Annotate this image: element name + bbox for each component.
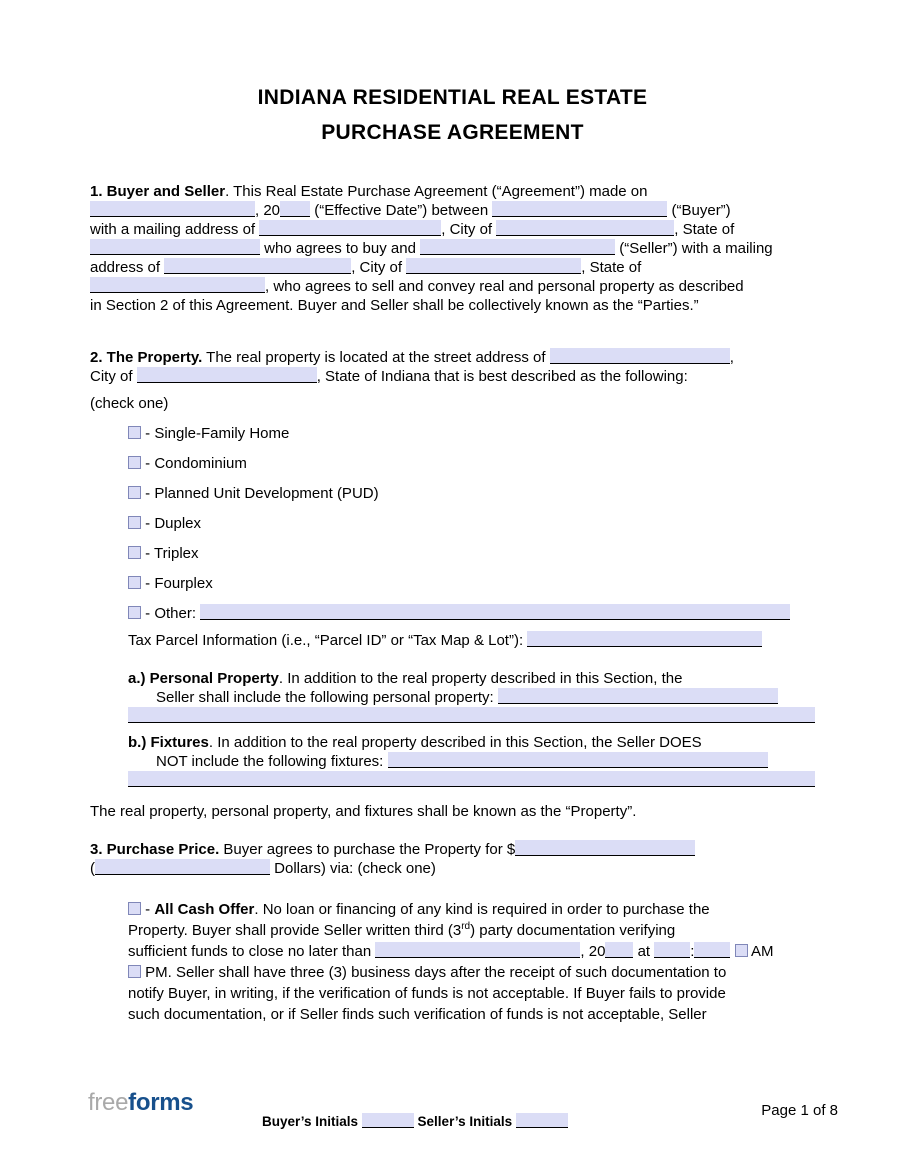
text-run: address of [90, 259, 165, 276]
text-run: The real property is located at the street address of [202, 349, 550, 366]
text-run: (“Effective Date”) between [310, 202, 493, 219]
section-2-the-property [90, 348, 815, 386]
document-title [90, 80, 815, 150]
text-run: : [690, 943, 695, 960]
document-title-line-1: INDIANA RESIDENTIAL REAL ESTATE [257, 86, 648, 109]
checkbox[interactable] [128, 516, 141, 529]
text-run: Dollars) via: (check one) [270, 860, 436, 877]
buyers-initials-label: Buyer’s Initials [262, 1114, 362, 1129]
all-cash-offer-option [128, 899, 815, 1025]
text-line [90, 859, 815, 878]
text-run: - Triplex [141, 545, 199, 562]
text-run: City of [90, 368, 137, 385]
option-duplex [128, 514, 815, 533]
text-run: Seller shall include the following personal property: [156, 689, 498, 706]
text-run: , State of [581, 259, 642, 276]
document-title-line-2: PURCHASE AGREEMENT [321, 121, 584, 144]
option-condominium [128, 454, 815, 473]
property-type-options [128, 424, 815, 623]
footer-initials [262, 1112, 568, 1131]
document-content [0, 80, 904, 1025]
text-line [90, 296, 815, 315]
text-run: , City of [351, 259, 407, 276]
text-run: in Section 2 of this Agreement. Buyer and Seller shall be collectively known as the “Parties.” [90, 297, 699, 314]
checkbox[interactable] [128, 902, 141, 915]
option-pm [128, 962, 815, 983]
text-run: ( [90, 860, 95, 877]
fill-in-field[interactable] [515, 840, 695, 856]
checkbox[interactable] [128, 606, 141, 619]
checkbox[interactable] [128, 576, 141, 589]
text-line [156, 752, 815, 771]
text-run: , State of Indiana that is best described as the following: [316, 368, 688, 385]
text-run: (check one) [90, 395, 169, 412]
sellers-initials-label: Seller’s Initials [413, 1114, 516, 1129]
text-line [90, 277, 815, 296]
text-run: AM [747, 943, 774, 960]
fill-in-field[interactable] [527, 631, 762, 647]
text-run: with a mailing address of [90, 221, 260, 238]
text-line [90, 239, 815, 258]
option-planned-unit-development [128, 484, 815, 503]
fill-in-field[interactable] [605, 942, 633, 958]
text-run: sufficient funds to close no later than [128, 943, 376, 960]
checkbox[interactable] [128, 546, 141, 559]
fill-in-field[interactable] [200, 604, 790, 620]
fill-in-field[interactable] [654, 942, 690, 958]
fill-in-field[interactable] [420, 239, 615, 255]
logo-forms-text: forms [128, 1089, 194, 1116]
text-line [128, 631, 815, 650]
text-run: Buyer agrees to purchase the Property for $ [219, 841, 516, 858]
text-run: The real property, personal property, and fixtures shall be known as the “Property”. [90, 803, 637, 820]
checkbox[interactable] [128, 486, 141, 499]
fill-in-field[interactable] [164, 258, 351, 274]
fill-in-field[interactable] [90, 201, 255, 217]
text-run: . This Real Estate Purchase Agreement (“Agreement”) made on [225, 183, 648, 200]
text-line [90, 394, 815, 413]
checkbox[interactable] [128, 456, 141, 469]
text-run: , 20 [255, 202, 281, 219]
fill-in-field[interactable] [259, 220, 441, 236]
text-run-bold: 2. The Property. [90, 349, 203, 366]
fill-in-field[interactable] [137, 367, 317, 383]
text-line [128, 771, 815, 790]
page-number: Page 1 of 8 [761, 1102, 838, 1119]
text-line [128, 669, 815, 688]
text-line [128, 920, 815, 941]
text-line [128, 707, 815, 726]
text-run: - Other: [141, 605, 201, 622]
text-line [90, 367, 815, 386]
text-run-bold: 3. Purchase Price. [90, 841, 220, 858]
document-body [90, 182, 815, 1025]
property-definition [90, 802, 815, 821]
text-line [90, 840, 815, 859]
text-run-bold: a.) Personal Property [128, 670, 279, 687]
text-run: - Condominium [141, 455, 247, 472]
text-run: (“Seller”) with a mailing [615, 240, 773, 257]
text-line [128, 1004, 815, 1025]
option-all-cash-offer [128, 899, 815, 920]
text-run: - Duplex [141, 515, 202, 532]
text-run: , 20 [580, 943, 606, 960]
text-line [90, 220, 815, 239]
text-run: - Single-Family Home [141, 425, 290, 442]
fill-in-field[interactable] [498, 688, 778, 704]
text-run: . In addition to the real property described in this Section, the [278, 670, 683, 687]
logo-free-text: free [88, 1089, 129, 1116]
text-run: , State of [674, 221, 735, 238]
option-other [128, 604, 815, 623]
text-run-bold: b.) Fixtures [128, 734, 209, 751]
text-run: Tax Parcel Information (i.e., “Parcel ID” or “Tax Map & Lot”): [128, 632, 528, 649]
fill-in-field[interactable] [280, 201, 310, 217]
text-run: , [729, 349, 734, 366]
freeforms-logo [88, 1090, 193, 1116]
text-line [128, 733, 815, 752]
fill-in-field[interactable] [90, 277, 265, 293]
text-run: NOT include the following fixtures: [156, 753, 388, 770]
text-run-bold: All Cash Offer [154, 901, 255, 918]
text-run: . No loan or financing of any kind is required in order to purchase the [254, 901, 710, 918]
text-run: Property. Buyer shall provide Seller written third (3 [128, 922, 462, 939]
text-line [90, 182, 815, 201]
fill-in-field[interactable] [694, 942, 730, 958]
text-run: notify Buyer, in writing, if the verification of funds is not acceptable. If Buyer fails to provide [128, 985, 726, 1002]
fill-in-field[interactable] [550, 348, 730, 364]
fill-in-field[interactable] [406, 258, 581, 274]
text-run: who agrees to buy and [260, 240, 421, 257]
text-run: - [141, 901, 155, 918]
fill-in-field[interactable] [128, 707, 815, 723]
text-line [90, 348, 815, 367]
text-run: PM. Seller shall have three (3) business days after the receipt of such documentation to [141, 964, 727, 981]
fill-in-field[interactable] [388, 752, 768, 768]
checkbox[interactable] [128, 965, 141, 978]
fill-in-field[interactable] [90, 239, 260, 255]
text-line [128, 941, 815, 962]
text-run: - Planned Unit Development (PUD) [141, 485, 379, 502]
text-run-bold: 1. Buyer and Seller [90, 183, 226, 200]
text-run: , City of [441, 221, 497, 238]
text-line [90, 802, 815, 821]
check-one-instruction [90, 394, 815, 413]
section-1-buyer-and-seller [90, 182, 815, 315]
fill-in-field[interactable] [496, 220, 674, 236]
tax-parcel-information [128, 631, 815, 650]
text-line [90, 258, 815, 277]
text-line [90, 201, 815, 220]
text-line [156, 688, 815, 707]
text-run: - Fourplex [141, 575, 213, 592]
text-run: ) party documentation verifying [470, 922, 676, 939]
section-3-purchase-price [90, 840, 815, 878]
fill-in-field[interactable] [128, 771, 815, 787]
fill-in-field[interactable] [95, 859, 270, 875]
fill-in-field[interactable] [492, 201, 667, 217]
text-run: (“Buyer”) [667, 202, 731, 219]
subsection-a-personal-property [128, 669, 815, 726]
superscript-text: rd [461, 921, 471, 932]
option-triplex [128, 544, 815, 563]
buyers-initials-field[interactable] [362, 1113, 414, 1128]
sellers-initials-field[interactable] [516, 1113, 568, 1128]
fill-in-field[interactable] [375, 942, 580, 958]
text-run: . In addition to the real property described in this Section, the Seller DOES [208, 734, 702, 751]
option-single-family-home [128, 424, 815, 443]
text-line [128, 983, 815, 1004]
checkbox[interactable] [735, 944, 748, 957]
checkbox[interactable] [128, 426, 141, 439]
option-fourplex [128, 574, 815, 593]
text-run: such documentation, or if Seller finds such verification of funds is not acceptable, Seller [128, 1006, 707, 1023]
text-run: , who agrees to sell and convey real and personal property as described [265, 278, 744, 295]
subsection-b-fixtures [128, 733, 815, 790]
text-run: at [633, 943, 655, 960]
